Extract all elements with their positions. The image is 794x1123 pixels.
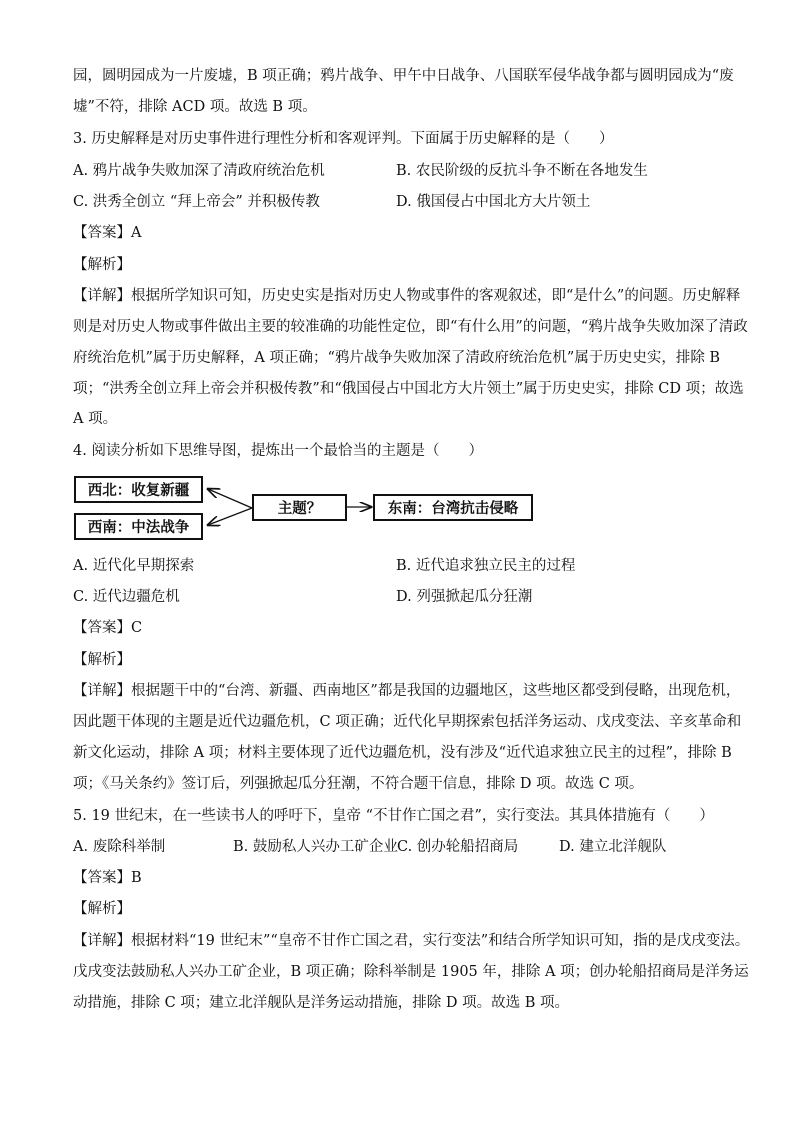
q4-analysis-label: 【解析】 xyxy=(73,652,131,668)
q4-option-c: C. 近代边疆危机 xyxy=(73,589,180,605)
question-3-stem: 3. 历史解释是对历史事件进行理性分析和客观评判。下面属于历史解释的是（ ） xyxy=(73,131,614,147)
q4-option-d: D. 列强掀起瓜分狂潮 xyxy=(396,589,533,605)
q5-answer: 【答案】B xyxy=(73,870,142,886)
q5-analysis-label: 【解析】 xyxy=(73,901,131,917)
q3-detail-line: A 项。 xyxy=(73,411,118,427)
q5-detail-line: 戊戌变法鼓励私人兴办工矿企业，B 项正确；除科举制是 1905 年，排除 A 项；创办轮船招商局是洋务运 xyxy=(73,964,749,980)
question-4-stem: 4. 阅读分析如下思维导图，提炼出一个最恰当的主题是（ ） xyxy=(73,443,483,459)
q3-detail-line: 项；“洪秀全创立拜上帝会并积极传教”和“俄国侵占中国北方大片领土”属于历史史实，排除 CD 项；故选 xyxy=(73,381,744,397)
q4-detail-line: 新文化运动，排除 A 项；材料主要体现了近代边疆危机，没有涉及“近代追求独立民主的过程”，排除 B xyxy=(73,745,732,761)
q3-analysis-label: 【解析】 xyxy=(73,257,131,273)
text-line: 园，圆明园成为一片废墟，B 项正确；鸦片战争、甲午中日战争、八国联军侵华战争都与圆明园成为“废 xyxy=(73,68,734,84)
q5-option-a: A. 废除科举制 xyxy=(73,839,166,855)
q3-detail-line: 则是对历史人物或事件做出主要的较准确的功能性定位，即“有什么用”的问题，“鸦片战争失败加深了清政 xyxy=(73,319,748,335)
q3-detail-line: 府统治危机”属于历史解释，A 项正确；“鸦片战争失败加深了清政府统治危机”属于历史史实，排除 B xyxy=(73,350,721,366)
q5-detail-line: 【详解】根据材料“19 世纪末”“皇帝不甘作亡国之君，实行变法”和结合所学知识可知，指的是戊戌变法。 xyxy=(73,933,750,949)
diagram-node-southwest: 西南：中法战争 xyxy=(74,513,203,540)
diagram-node-theme: 主题？ xyxy=(252,494,347,521)
arrow-to-northwest xyxy=(208,489,252,508)
arrow-to-southwest xyxy=(208,508,252,525)
q5-option-c: C. 创办轮船招商局 xyxy=(397,839,519,855)
q4-option-b: B. 近代追求独立民主的过程 xyxy=(396,558,576,574)
q3-option-a: A. 鸦片战争失败加深了清政府统治危机 xyxy=(73,163,325,179)
q5-option-d: D. 建立北洋舰队 xyxy=(559,839,667,855)
text-line: 墟”不符，排除 ACD 项。故选 B 项。 xyxy=(73,99,317,115)
q3-answer: 【答案】A xyxy=(73,225,142,241)
diagram-node-northwest: 西北：收复新疆 xyxy=(74,476,203,503)
q5-option-b: B. 鼓励私人兴办工矿企业 xyxy=(233,839,398,855)
q4-detail-line: 因此题干体现的主题是近代边疆危机，C 项正确；近代化早期探索包括洋务运动、戊戌变法、辛亥革命和 xyxy=(73,714,742,730)
diagram-node-southeast: 东南：台湾抗击侵略 xyxy=(373,494,533,521)
q5-detail-line: 动措施，排除 C 项；建立北洋舰队是洋务运动措施，排除 D 项。故选 B 项。 xyxy=(73,995,570,1011)
q4-detail-line: 项；《马关条约》签订后，列强掀起瓜分狂潮，不符合题干信息，排除 D 项。故选 C 项。 xyxy=(73,776,644,792)
q3-option-d: D. 俄国侵占中国北方大片领土 xyxy=(396,194,591,210)
q3-option-b: B. 农民阶级的反抗斗争不断在各地发生 xyxy=(396,163,648,179)
q3-detail-line: 【详解】根据所学知识可知，历史史实是指对历史人物或事件的客观叙述，即“是什么”的问题。历史解释 xyxy=(73,288,741,304)
q4-detail-line: 【详解】根据题干中的“台湾、新疆、西南地区”都是我国的边疆地区，这些地区都受到侵略，出现危机， xyxy=(73,683,741,699)
q3-option-c: C. 洪秀全创立 “拜上帝会” 并积极传教 xyxy=(73,194,320,210)
q4-option-a: A. 近代化早期探索 xyxy=(73,558,195,574)
q4-answer: 【答案】C xyxy=(73,620,143,636)
question-5-stem: 5. 19 世纪末，在一些读书人的呼吁下，皇帝 “不甘作亡国之君”，实行变法。其具体措施有（ ） xyxy=(73,808,714,824)
